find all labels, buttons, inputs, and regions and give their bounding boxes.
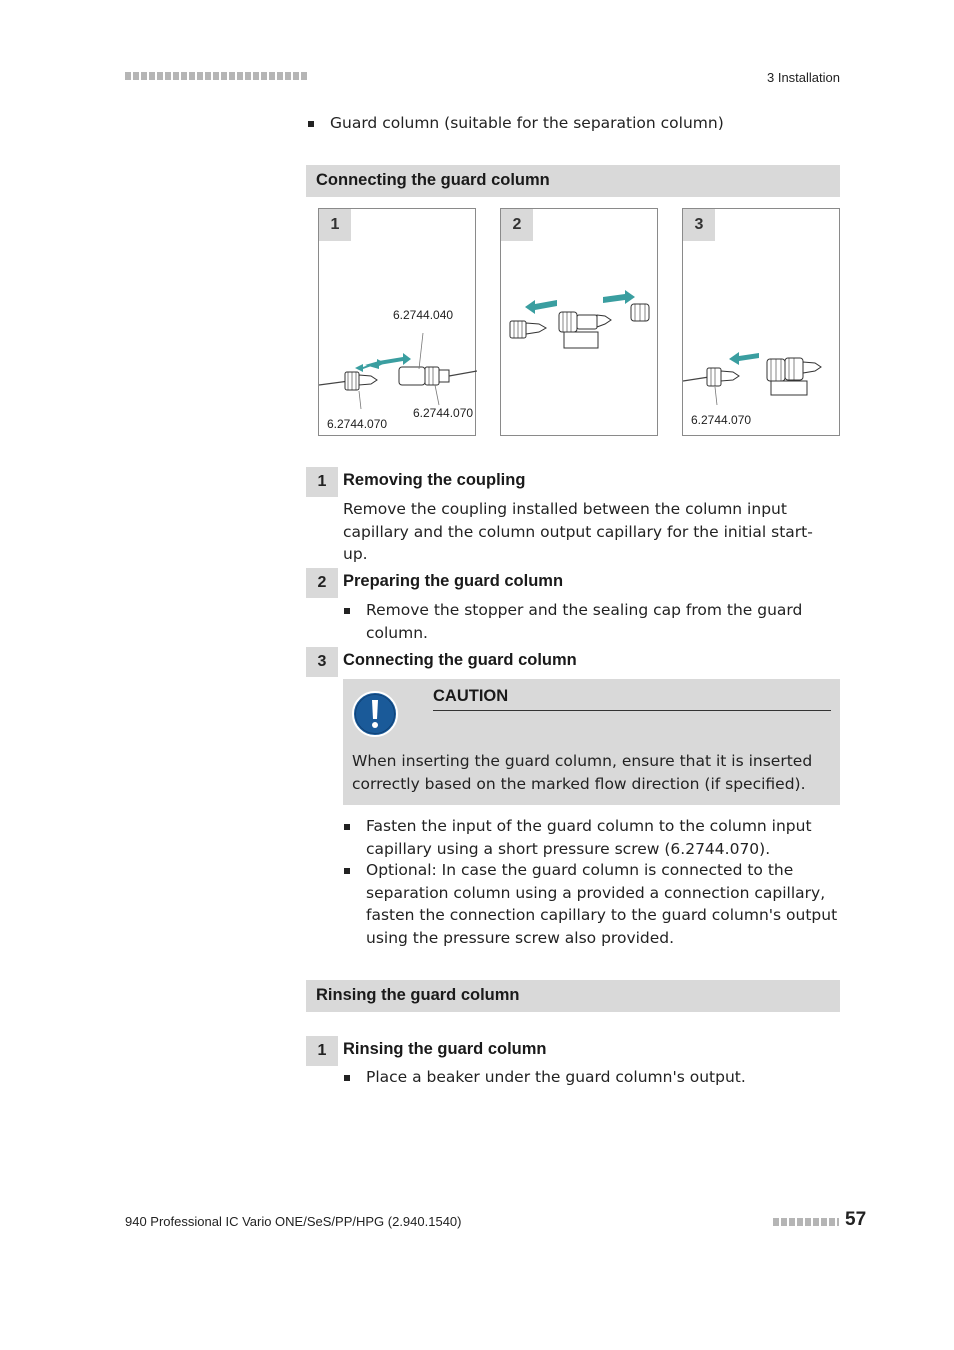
footer-decoration bbox=[773, 1218, 839, 1226]
caution-title: CAUTION bbox=[433, 687, 509, 705]
chapter-title: 3 Installation bbox=[767, 70, 840, 85]
step-number: 1 bbox=[306, 467, 338, 497]
section-title: Connecting the guard column bbox=[316, 171, 550, 189]
caution-box bbox=[343, 679, 840, 805]
section-header-connecting bbox=[306, 165, 840, 197]
figure-panel-3 bbox=[682, 208, 840, 436]
step-title: Removing the coupling bbox=[343, 471, 526, 489]
figure-number: 2 bbox=[501, 209, 533, 241]
bullet-text: Optional: In case the guard column is connected to the separation column using a provided a connection capillary, fasten the connection capillary to the guard column's output using the pressure screw also provided. bbox=[366, 861, 838, 947]
bullet-marker bbox=[308, 121, 314, 127]
section-header-rinsing bbox=[306, 980, 840, 1012]
header-decoration bbox=[125, 72, 307, 80]
step-title: Connecting the guard column bbox=[343, 651, 577, 669]
bullet-text: Place a beaker under the guard column's output. bbox=[366, 1068, 746, 1086]
figure-1-illustration bbox=[319, 209, 477, 437]
bullet-marker bbox=[344, 1075, 350, 1081]
page-number: 57 bbox=[845, 1209, 867, 1230]
footer-product: 940 Professional IC Vario ONE/SeS/PP/HPG (2.940.1540) bbox=[125, 1214, 462, 1229]
part-label-6-2744-070-left: 6.2744.070 bbox=[327, 417, 388, 431]
figure-panel-2 bbox=[500, 208, 658, 436]
intro-bullet-text: Guard column (suitable for the separation column) bbox=[330, 114, 724, 132]
step-text: Remove the coupling installed between the column input capillary and the column output capillary for the initial start-up. bbox=[343, 500, 813, 563]
bullet-marker bbox=[344, 824, 350, 830]
step-title: Rinsing the guard column bbox=[343, 1040, 547, 1058]
figure-panel-1 bbox=[318, 208, 476, 436]
figure-number: 1 bbox=[319, 209, 351, 241]
section-title: Rinsing the guard column bbox=[316, 986, 520, 1004]
caution-rule bbox=[433, 710, 831, 711]
bullet-marker bbox=[344, 608, 350, 614]
step-number: 3 bbox=[306, 647, 338, 677]
part-label-6-2744-070: 6.2744.070 bbox=[691, 413, 752, 427]
step-title: Preparing the guard column bbox=[343, 572, 564, 590]
bullet-text: Fasten the input of the guard column to the column input capillary using a short pressure screw (6.2744.070). bbox=[366, 817, 812, 858]
figure-2-illustration bbox=[501, 209, 659, 437]
step-number: 1 bbox=[306, 1036, 338, 1066]
part-label-6-2744-040: 6.2744.040 bbox=[393, 308, 454, 322]
figure-3-illustration bbox=[683, 209, 841, 437]
caution-text: When inserting the guard column, ensure that it is inserted correctly based on the marked flow direction (if specified). bbox=[352, 752, 813, 793]
step-number: 2 bbox=[306, 568, 338, 598]
part-label-6-2744-070-right: 6.2744.070 bbox=[413, 406, 474, 420]
bullet-marker bbox=[344, 868, 350, 874]
bullet-text: Remove the stopper and the sealing cap from the guard column. bbox=[366, 601, 803, 642]
caution-exclamation-icon bbox=[351, 690, 399, 738]
figure-number: 3 bbox=[683, 209, 715, 241]
